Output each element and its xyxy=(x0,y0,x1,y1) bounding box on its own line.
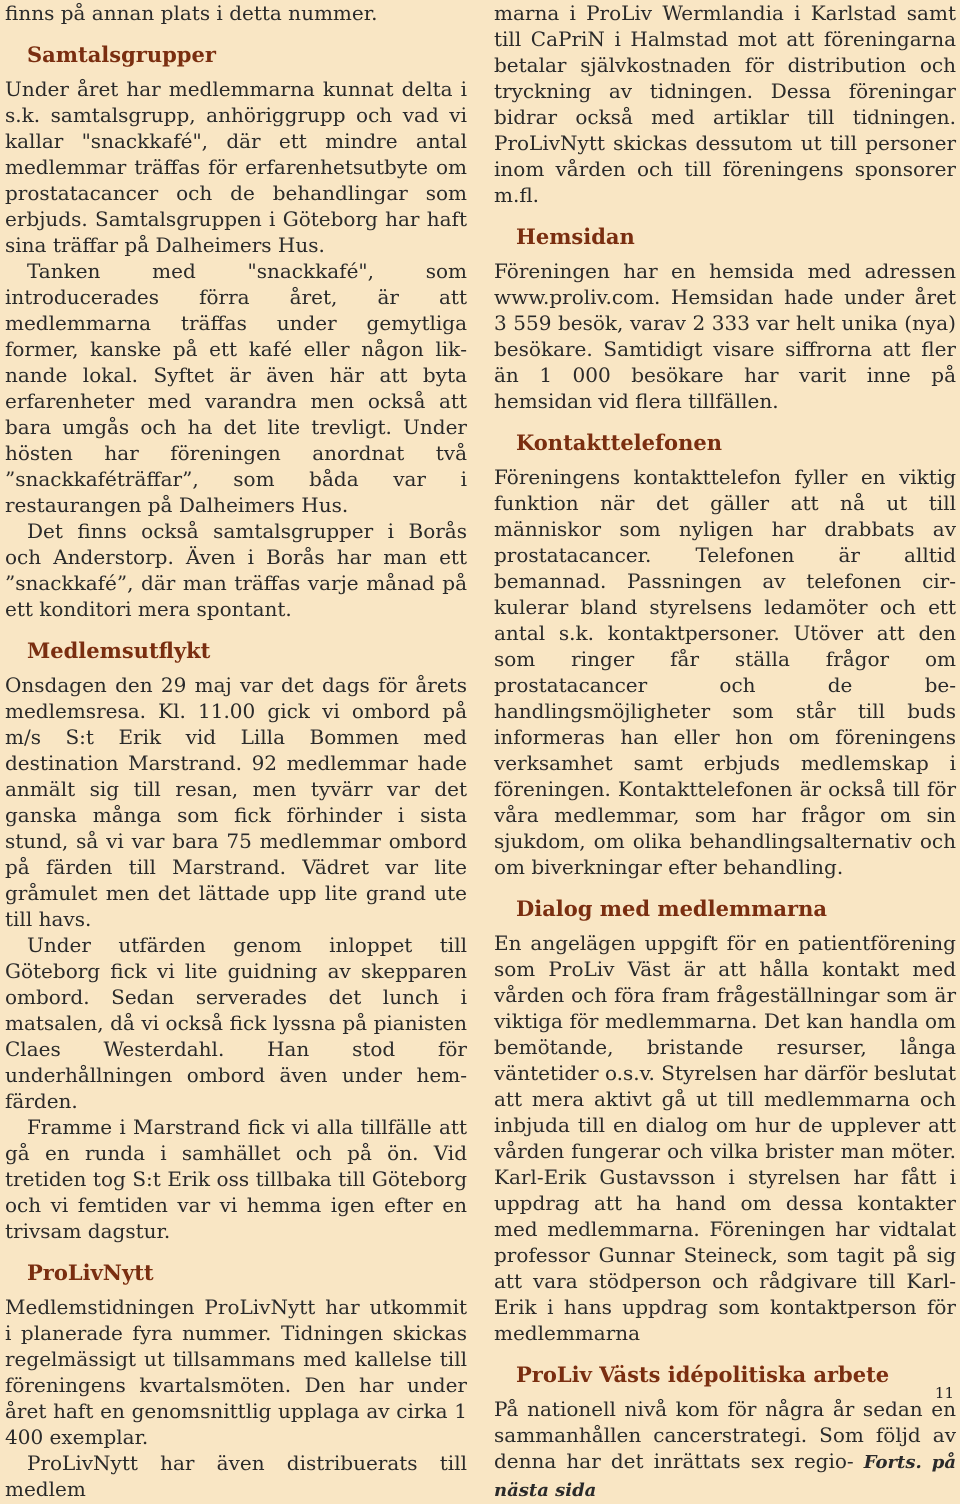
paragraph: Tanken med "snackkafé", som introducerades förra året, är att medlemmarna träffas under gemytliga former, kanske på ett kafé eller någon liknande lokal. Syftet är även här att byta erfarenheter med varandra men också att bara umgås och ha det lite trevligt. Under hösten har föreningen anordnat två ”snackkaféträffar”, som båda var i restaurangen på Dalheimers Hus. xyxy=(5,259,467,517)
heading-idepolitiska: ProLiv Västs idépolitiska arbete xyxy=(516,1362,890,1387)
paragraph: Onsdagen den 29 maj var det dags för årets medlemsresa. Kl. 11.00 gick vi ombord på m/s S:t Erik vid Lilla Bommen med destination Marstrand. 92 medlemmar hade anmält sig till resan, men tyvärr var det ganska många som fick förhinder i sista stund, så vi var bara 75 medlemmar ombord på färden till Marstrand. Vädret var lite gråmulet men det lättade upp lite grand ute till havs. xyxy=(5,673,467,931)
intro-line: finns på annan plats i detta nummer. xyxy=(5,1,378,25)
paragraph: marna i ProLiv Wermlandia i Karlstad samt till CaPriN i Halmstad mot att föreningarna betalar självkostnaden för distribution och tryckning av tidningen. Dessa föreningar bidrar också med artiklar till tidningen. ProLivNytt skickas dessutom ut till personer inom vården och till föreningens sponsorer m.fl. xyxy=(494,1,956,207)
heading-samtalsgrupper: Samtalsgrupper xyxy=(27,42,216,67)
paragraph-text: På nationell nivå kom för några år sedan en sammanhållen cancerstrategi. Som följd av denna har det inrättats sex regio- xyxy=(494,1397,956,1473)
paragraph: Föreningens kontakttelefon fyller en viktig funktion när det gäller att nå ut till människor som nyligen har drabbats av prostatacancer. Telefonen är alltid bemannad. Passningen av telefonen cirkulerar bland styrelsens ledamöter och ett antal s.k. kontaktpersoner. Utöver att den som ringer får ställa frågor om prostatacancer och de behandlingsmöjligheter som står till buds informeras han eller hon om föreningens verksamhet samt erbjuds medlemskap i föreningen. Kontakttelefonen är också till för våra medlemmar, som har frågor om sin sjukdom, om olika behandlingsalternativ och om biverkningar efter behandling. xyxy=(494,465,956,879)
paragraph: ProLivNytt har även distribuerats till medlem xyxy=(5,1451,467,1501)
paragraph: Under året har medlemmarna kunnat delta i s.k. samtalsgrupp, anhöriggrupp och vad vi kallar "snackkafé", där ett mindre antal medlemmar träffas för erfarenhetsutbyte om prostatacancer och de behandlingar som erbjuds. Samtalsgruppen i Göteborg har haft sina träffar på Dalheimers Hus. xyxy=(5,77,467,257)
paragraph: Medlemstidningen ProLivNytt har utkommit i planerade fyra nummer. Tidningen skickas regelmässigt ut tillsammans med kallelse till föreningens kvartalsmöten. Den har under året haft en genomsnittlig upplaga av cirka 1 400 exemplar. xyxy=(5,1295,467,1449)
heading-medlemsutflykt: Medlemsutflykt xyxy=(27,638,211,663)
paragraph: Framme i Marstrand fick vi alla tillfälle att gå en runda i samhället och på ön. Vid tretiden tog S:t Erik oss tillbaka till Göteborg och vi femtiden var vi hemma igen efter en trivsam dagstur. xyxy=(5,1115,467,1243)
continued-note: Forts. på nästa sida xyxy=(494,1452,956,1501)
heading-hemsidan: Hemsidan xyxy=(516,224,635,249)
paragraph: Det finns också samtalsgrupper i Borås och Anderstorp. Även i Borås har man ett ”snackkafé”, där man träffas varje månad på ett konditori mera spontant. xyxy=(5,519,467,621)
page-number: 11 xyxy=(934,1384,954,1402)
heading-prolivnytt: ProLivNytt xyxy=(27,1260,154,1285)
paragraph: En angelägen uppgift för en patientförening som ProLiv Väst är att hålla kontakt med vården och föra fram frågeställningar som är viktiga för medlemmarna. Det kan handla om bemötande, bristande resurser, långa väntetider o.s.v. Styrelsen har därför beslutat att mera aktivt gå ut till medlemmarna och inbjuda till en dialog om hur de upplever att vården fungerar och vilka brister man möter. Karl-Erik Gustavsson i styrelsen har fått i uppdrag att ha hand om dessa kontakter med medlemmarna. Föreningen har vidtalat professor Gunnar Steineck, som tagit på sig att vara stödperson och rådgivare till Karl-Erik i hans uppdrag som kontaktperson för medlemmarna xyxy=(494,931,956,1345)
left-column xyxy=(5,0,467,1502)
paragraph-with-continuation xyxy=(494,1396,956,1504)
right-column xyxy=(494,0,956,1504)
heading-dialog: Dialog med medlemmarna xyxy=(516,896,827,921)
paragraph: Föreningen har en hemsida med adressen www.proliv.com. Hemsidan hade under året 3 559 besök, varav 2 333 var helt unika (nya) besökare. Samtidigt visare siffrorna att fler än 1 000 besökare har varit inne på hemsidan vid flera tillfällen. xyxy=(494,259,956,413)
paragraph: Under utfärden genom inloppet till Göteborg fick vi lite guidning av skepparen ombord. Sedan serverades det lunch i matsalen, då vi också fick lyssna på pianisten Claes Westerdahl. Han stod för underhållningen ombord även under hemfärden. xyxy=(5,933,467,1113)
heading-kontakttelefonen: Kontakttelefonen xyxy=(516,430,722,455)
